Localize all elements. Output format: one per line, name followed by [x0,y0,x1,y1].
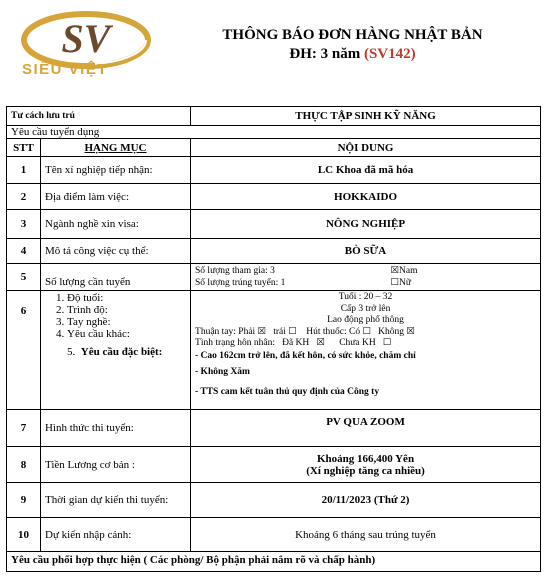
checkbox-icon: ☒ [316,338,325,348]
column-header-row [7,139,541,157]
status-value: THỰC TẬP SINH KỸ NĂNG [191,107,541,126]
table-row [7,410,541,447]
footer-row [7,552,541,572]
list-number: 5. [67,346,76,358]
row-number: 1 [7,157,41,184]
page-subtitle [160,46,545,63]
row-content: HOKKAIDO [191,184,541,210]
special-requirements-label: Yêu cầu đặc biệt: [80,346,163,358]
row-number: 5 [7,264,41,291]
row-number: 4 [7,239,41,264]
age-range: Tuổi : 20 – 32 [338,292,393,302]
gender-male: Nam [399,266,418,276]
list-item: 1. Độ tuổi: [67,292,186,304]
checkbox-icon: ☒ [257,326,267,337]
row-item: Mô tả công việc cụ thể: [41,239,191,264]
row-content: 20/11/2023 (Thứ 2) [191,483,541,518]
requirements-label: Yêu cầu tuyển dụng [7,126,541,139]
list-item: 2. Trình độ: [67,304,186,316]
marital-married: Đã KH [282,338,310,348]
table-row [7,157,541,184]
row-item: Hình thức thi tuyển: [41,410,191,447]
list-item: 3. Tay nghề: [67,316,186,328]
row-number: 6 [7,291,41,410]
smoking-no: Không [378,326,405,337]
requirements-detail [191,291,541,410]
checkbox-icon: ☐ [382,338,392,348]
table-row [7,518,541,552]
salary-content [191,447,541,483]
row-item: Địa điểm làm việc: [41,184,191,210]
row-content: LC Khoa đã mã hóa [191,157,541,184]
table-row [7,264,541,291]
row-number: 3 [7,210,41,239]
table-row [7,483,541,518]
handedness-smoking [195,327,536,339]
logo-brand: SIÊU VIỆT [22,61,109,78]
row-number: 2 [7,184,41,210]
accepted-count: Số lượng trúng tuyển: 1 [195,278,286,288]
row-number: 7 [7,410,41,447]
requirements-list [41,291,191,410]
marital-single: Chưa KH [339,338,376,348]
row-number: 8 [7,447,41,483]
salary-note: (Xí nghiệp tăng ca nhiều) [306,464,425,477]
table-row [7,239,541,264]
row-number: 10 [7,518,41,552]
skill-level: Lao động phổ thông [327,315,404,325]
footer-note: Yêu cầu phối hợp thực hiện ( Các phòng/ Bộ phận phải nắm rõ và chấp hành) [7,552,541,572]
checkbox-icon: ☐ [288,326,297,337]
col-item: HẠNG MỤC [41,139,191,157]
row-item: Thời gian dự kiến thi tuyển: [41,483,191,518]
row-item: Ngành nghề xin visa: [41,210,191,239]
handedness-label: Thuận tay: Phải [195,326,256,337]
order-code: (SV142) [363,46,416,62]
table-row [7,447,541,483]
special-requirement: - Không Xăm [195,367,250,377]
status-row [7,107,541,126]
row-number: 9 [7,483,41,518]
checkbox-icon: ☐ [362,326,372,337]
table-row [7,291,541,410]
row-item: Tên xí nghiệp tiếp nhận: [41,157,191,184]
list-item: 4. Yêu cầu khác: [67,328,186,340]
col-content: NỘI DUNG [191,139,541,157]
table-row [7,210,541,239]
salary-amount: Khoảng 166,400 Yên [316,452,415,465]
special-requirement: - TTS cam kết tuân thủ quy định của Công ty [195,386,380,397]
special-requirement: - Cao 162cm trở lên, đã kết hôn, có sức khỏe, chăm chỉ [195,350,416,361]
participants-count: Số lượng tham gia: 3 [195,266,275,276]
table-row [7,184,541,210]
order-table [6,106,541,572]
row-content: Khoảng 6 tháng sau trúng tuyển [191,518,541,552]
education: Cấp 3 trở lên [340,303,391,314]
row-content: BÒ SỮA [191,239,541,264]
gender-info [381,264,541,291]
checkbox-icon: ☐ [390,278,400,288]
row-content: PV QUA ZOOM [191,410,541,447]
handedness-left: trái [273,326,286,337]
checkbox-icon: ☒ [406,326,415,337]
status-label: Tư cách lưu trú [7,107,191,126]
row-item: Tiền Lương cơ bản : [41,447,191,483]
logo-letters: SV [61,16,111,61]
order-duration: ĐH: 3 năm [289,46,364,62]
checkbox-icon: ☒ [390,266,400,276]
page-title: THÔNG BÁO ĐƠN HÀNG NHẬT BẢN [222,27,483,43]
gender-female: Nữ [399,278,412,288]
smoking-label: Hút thuốc: Có [306,326,361,337]
marital-status [195,338,536,350]
quantity-info [191,264,381,291]
row-item: Dự kiến nhập cảnh: [41,518,191,552]
row-item: Số lượng cần tuyển [41,264,191,291]
col-stt: STT [7,139,41,157]
marital-label: Tình trạng hôn nhân: [195,338,275,348]
row-content: NÔNG NGHIỆP [191,210,541,239]
